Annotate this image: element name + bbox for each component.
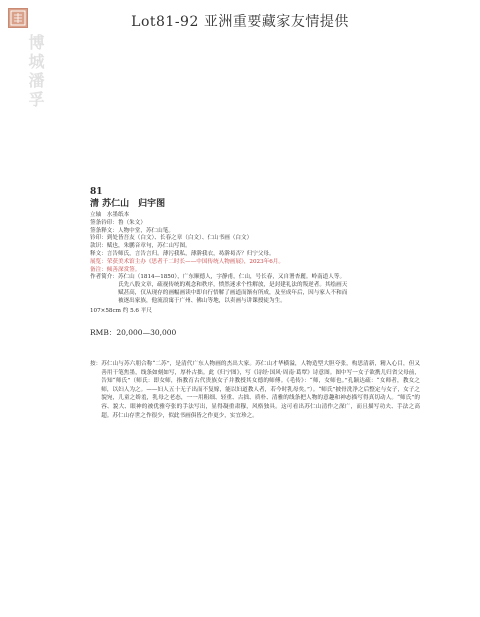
lot-detail-line: 释文：言告师氏，言告言归。薄污我私，薄澣我衣，曷澣曷否？归宁父母。 [90,250,275,257]
lot-detail-line: 款识：赋也，朱鹏音章句，苏仁山写图。 [90,243,191,250]
author-bio [90,274,420,305]
commentary-text: 苏仁山与苏六朋合称“二苏”，是清代广东人物画的杰出大家。苏仁山才华横溢，人物造型大胆夸张，构思清新，精入心目，但又善用干笔焦墨，线条如刻如写，厚朴古拙。此《归宁图》，写《诗经·国风·周南·葛覃》诗意图。图中写一女子欲携儿归省父母前，告知“师氏”（师氏：即女师，指教育古代贵族女子并教授其女德的师傅。《毛传》：“师，女师也。”孔颖达疏：“女师者，教女之师，以妇人为之。——妇人五十无子出而不复嫁，能以妇道教人者，若今时乳母矣。”）。“师氏”披骨洗净之后整定与女子，女子之貌宛，儿童之娇羞，乳母之老态，一一用粗细、轻重、古拙、质朴、清雅的线条把人物的意趣和神态描写得真切动人。“师氏”的容、貌大、眼神的被优雅夸张的手法写出，显得凝重肃穆，风格独具。这可看出苏仁山清作之深广，而且描写功夫、手法之高超。苏仁山存世之作很少，似此书画俱皆之作更少，实宜珍之。 [101,361,420,419]
lot-detail-line: 签条释文：人物中堂，苏仁山笔。 [90,227,174,234]
lot-number: 81 [90,187,103,197]
price-estimate: RMB：20,000—30,000 [90,327,177,337]
commentary-label: 按： [90,361,102,367]
lot-detail-line: 钤印：到处皆吾友（白文）、长春之章（白文）、仁山书画（白文） [90,235,253,242]
author-bio-label: 作者简介： [90,274,118,281]
lot-detail-line: 立轴 水墨纸本 [90,212,130,218]
lot-entry [90,187,420,338]
lot-title: 清 苏仁山 归宇图 [90,199,166,209]
commentary [90,360,420,420]
dimensions: 107×58cm 约 5.6 平尺 [90,307,152,314]
lot-detail-line: 展览：荣获美术馆主办《思者千二时长——中国传统人物画展》，2023年6月。 [90,258,284,265]
page-title: Lot81-92 亚洲重要藏家友情提供 [131,14,349,30]
side-watermark: 博城潘孚 [26,34,45,110]
lot-detail-lines [90,212,420,274]
lot-detail-line: 签条钤印：鲁（朱文） [90,219,146,226]
lot-detail-line: 备注：倾善深赏签。 [90,266,141,273]
author-bio-text: 苏仁山（1814—1850），广东顺德人，字静甫，仁山，号长春，又自署杏麗。岭南道人等。氏先八股文章，疏视传统的观念和秩序，愤然迷求个性解放，是封建礼法的叛逆者。其绘画天赋甚高，仅从现存的画幅画读中即自行悟解了画道而渐有所成，及至成年后，因与家人不和而被逐出家族，他流浪寓于广州、佛山等地，以卖画与讲课授徒为生。 [117,274,348,304]
